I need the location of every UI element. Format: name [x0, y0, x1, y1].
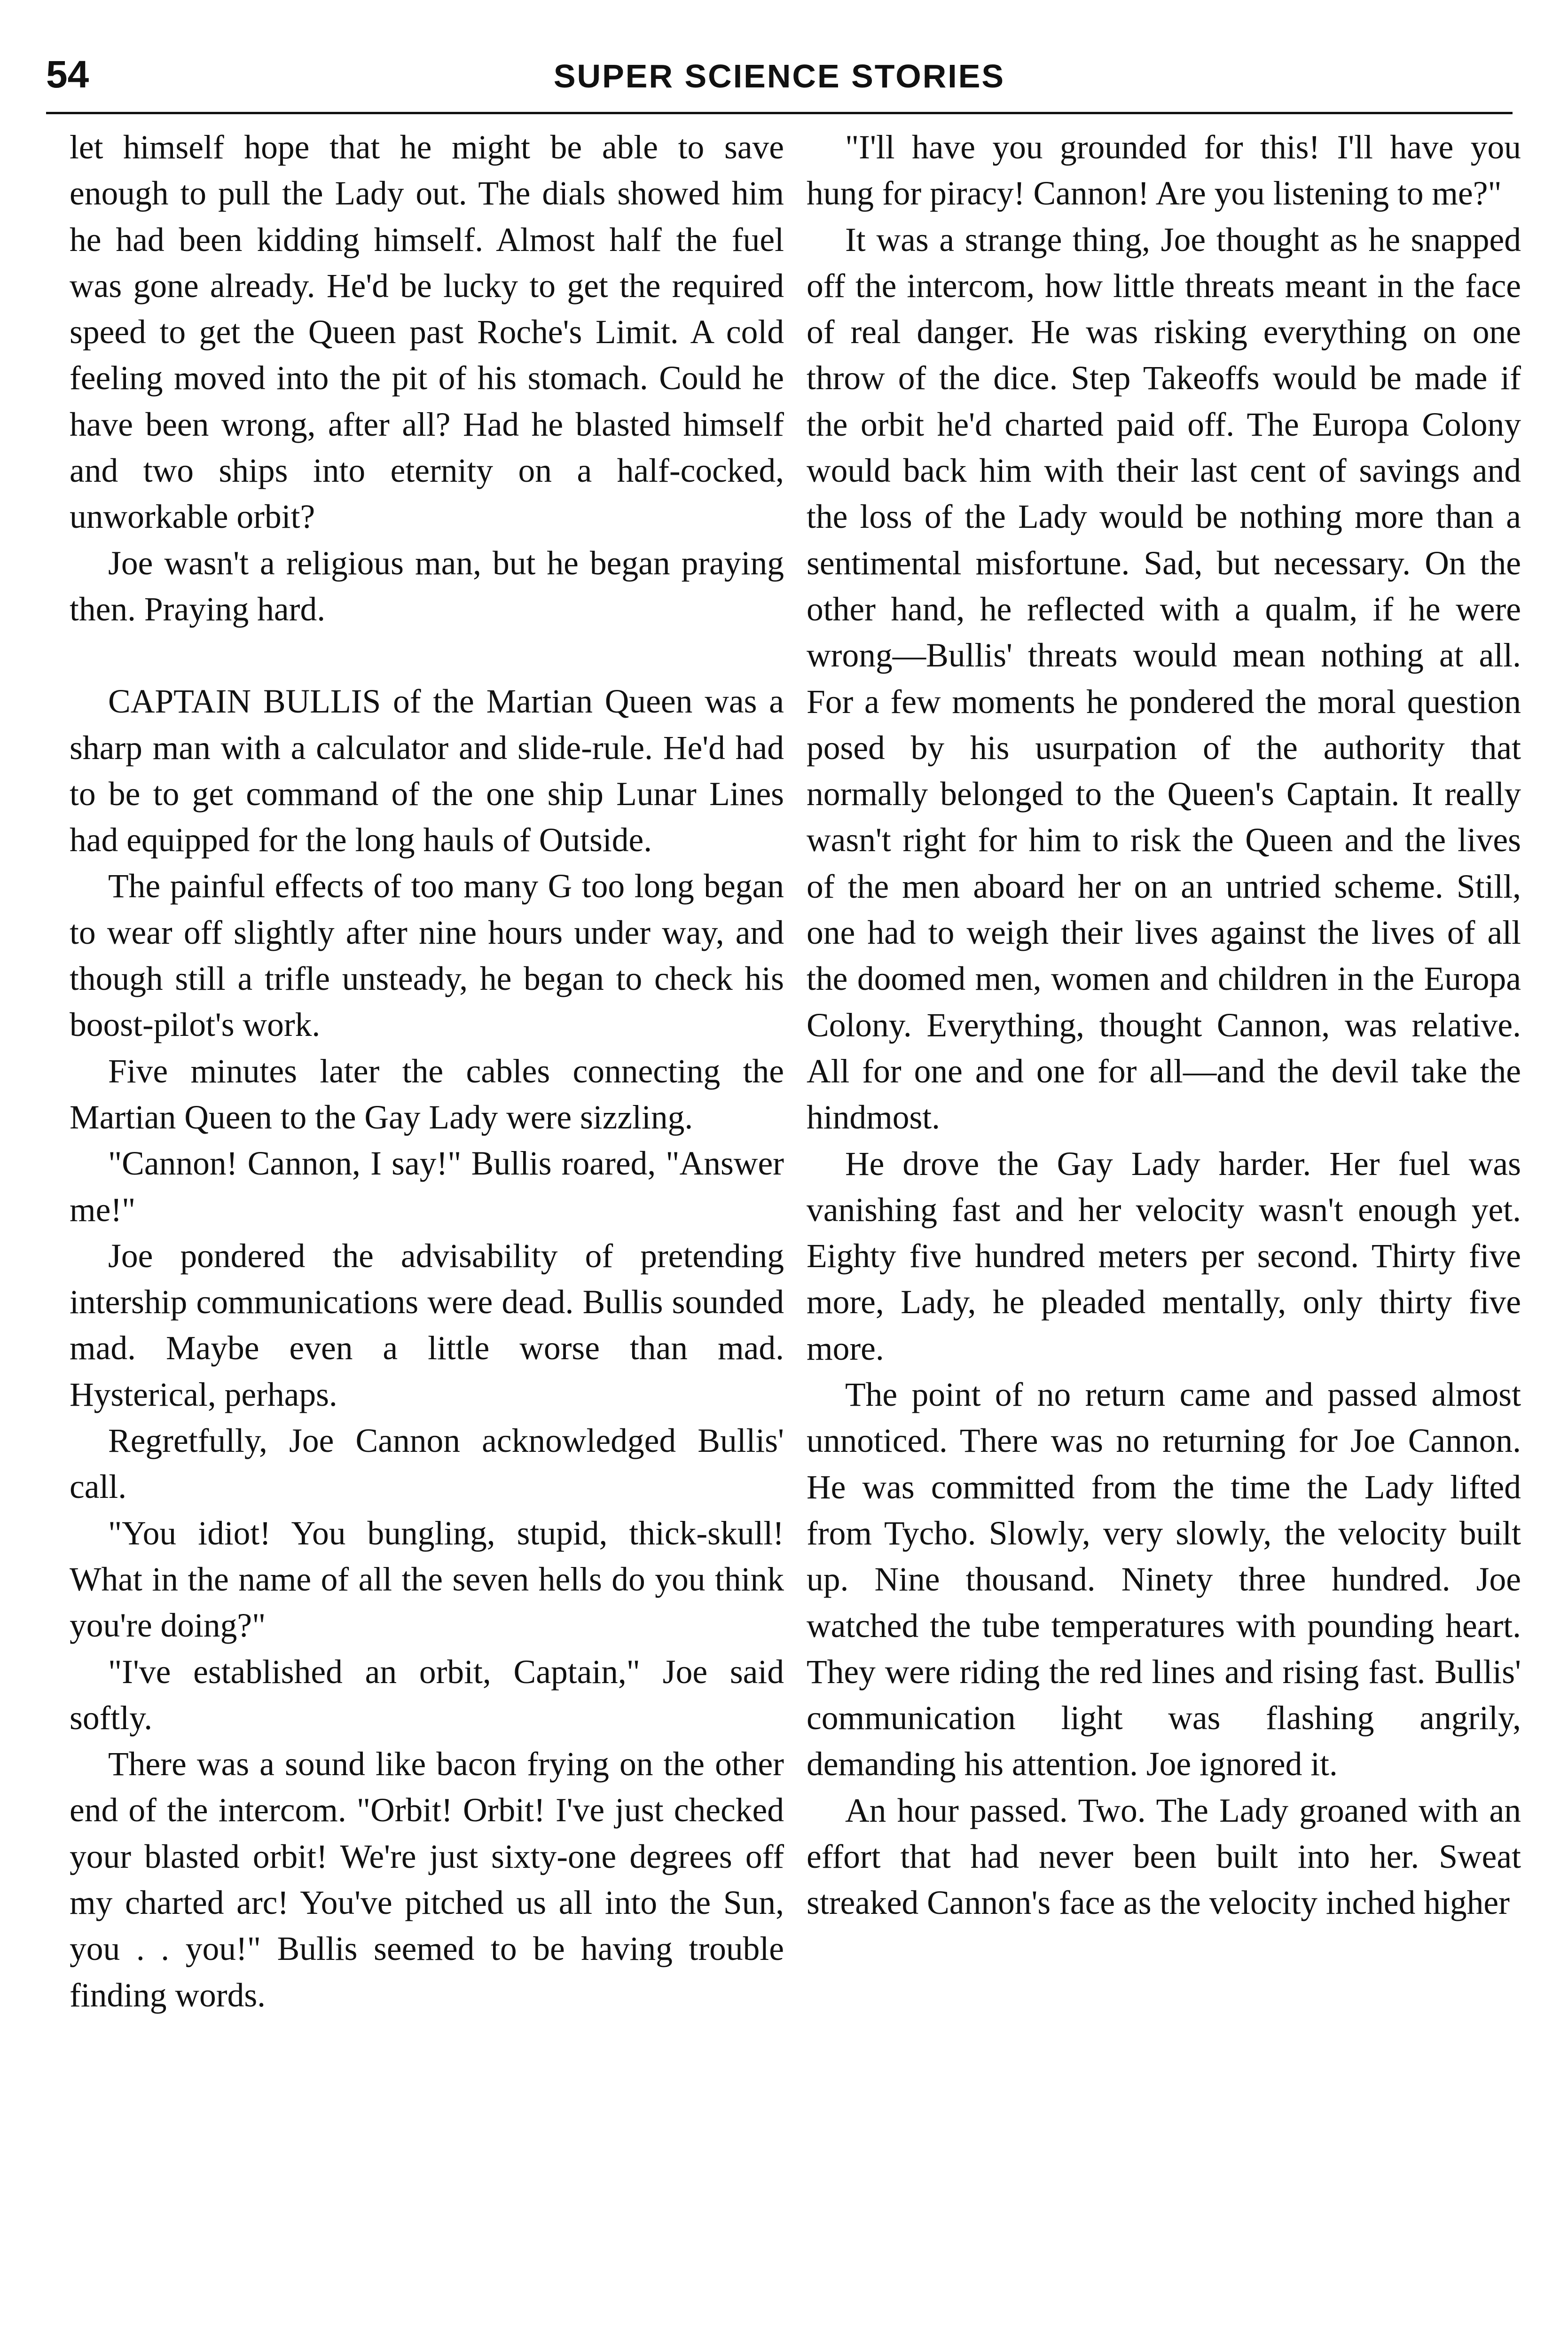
running-header: [46, 46, 1513, 114]
paragraph: let himself hope that he might be able to save enough to pull the Lady out. The dials showed him he had been kidding himself. Almost half the fuel was gone already. He'd be lucky to get the required speed to get the Queen past Roche's Limit. A cold feeling moved into the pit of his stomach. Could he have been wrong, after all? Had he blasted himself and two ships into eternity on a half-cocked, unworkable orbit?: [70, 129, 784, 536]
left-column: [70, 125, 784, 2019]
paragraph: "You idiot! You bungling, stupid, thick-skull! What in the name of all the seven hells do you think you're doing?": [70, 1514, 784, 1645]
right-column: [807, 125, 1521, 1927]
paragraph: "I'll have you grounded for this! I'll have you hung for piracy! Cannon! Are you listening to me?": [807, 129, 1521, 212]
running-title: SUPER SCIENCE STORIES: [553, 58, 1005, 94]
paragraph: "I've established an orbit, Captain," Joe said softly.: [70, 1653, 784, 1737]
paragraph: He drove the Gay Lady harder. Her fuel was vanishing fast and her velocity wasn't enough yet. Eighty five hundred meters per second. Thirty five more, Lady, he pleaded mentally, only thirty five more.: [807, 1145, 1521, 1367]
paragraph: Joe wasn't a religious man, but he began praying then. Praying hard.: [70, 544, 784, 628]
paragraph: An hour passed. Two. The Lady groaned with an effort that had never been built into her. Sweat streaked Cannon's face as the velocity inched higher: [807, 1792, 1521, 1922]
paragraph: "Cannon! Cannon, I say!" Bullis roared, "Answer me!": [70, 1145, 784, 1229]
paragraph: Five minutes later the cables connecting the Martian Queen to the Gay Lady were sizzling.: [70, 1052, 784, 1136]
paragraph: It was a strange thing, Joe thought as he snapped off the intercom, how little threats meant in the face of real danger. He was risking everything on one throw of the dice. Step Takeoffs would be made if the orbit he'd charted paid off. The Europa Colony would back him with their last cent of savings and the loss of the Lady would be nothing more than a sentimental misfortune. Sad, but necessary. On the other hand, he reflected with a qualm, if he were wrong—Bullis' threats would mean nothing at all. For a few moments he pondered the moral question posed by his usurpation of the authority that normally belonged to the Queen's Captain. It really wasn't right for him to risk the Queen and the lives of the men aboard her on an untried scheme. Still, one had to weigh their lives against the lives of all the doomed men, women and children in the Europa Colony. Everything, thought Cannon, was relative. All for one and one for all—and the devil take the hindmost.: [807, 221, 1521, 1136]
paragraph: Regretfully, Joe Cannon acknowledged Bullis' call.: [70, 1422, 784, 1506]
paragraph: The painful effects of too many G too long began to wear off slightly after nine hours under way, and though still a trifle unsteady, he began to check his boost-pilot's work.: [70, 868, 784, 1044]
paragraph: There was a sound like bacon frying on the other end of the intercom. "Orbit! Orbit! I've just checked your blasted orbit! We're just sixty-one degrees off my charted arc! You've pitched us all into the Sun, you . . you!" Bullis seemed to be having trouble finding words.: [70, 1746, 784, 2014]
paragraph: Joe pondered the advisability of pretending intership communications were dead. Bullis sounded mad. Maybe even a little worse than mad. Hysterical, perhaps.: [70, 1237, 784, 1413]
paragraph: The point of no return came and passed almost unnoticed. There was no returning for Joe Cannon. He was committed from the time the Lady lifted from Tycho. Slowly, very slowly, the velocity built up. Nine thousand. Ninety three hundred. Joe watched the tube temperatures with pounding heart. They were riding the red lines and rising fast. Bullis' communication light was flashing angrily, demanding his attention. Joe ignored it.: [807, 1376, 1521, 1783]
page-number: 54: [46, 53, 89, 96]
section-start-paragraph: CAPTAIN BULLIS of the Martian Queen was a sharp man with a calculator and slide-rule. He'd had to be to get command of the one ship Lunar Lines had equipped for the long hauls of Outside.: [70, 683, 784, 859]
